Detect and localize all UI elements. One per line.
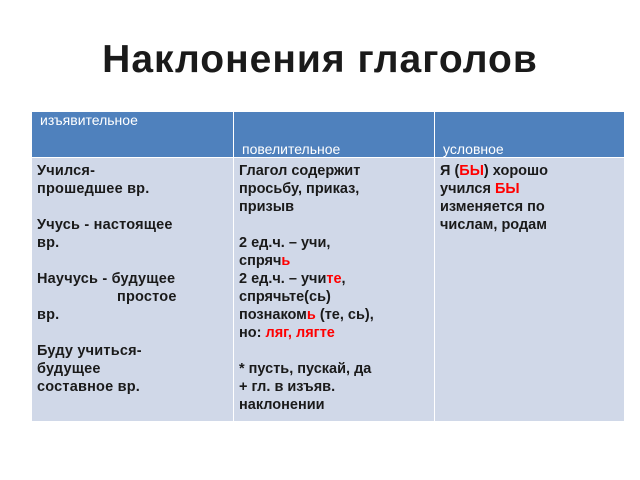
ending-highlight: ь xyxy=(306,307,316,323)
exception-example: но: ляг, лягте xyxy=(239,325,335,341)
plural-example: 2 ед.ч. – учите, xyxy=(239,271,346,287)
singular-example: 2 ед.ч. – учи, xyxy=(239,235,331,251)
conditional-example: Я (БЫ) хорошо xyxy=(440,163,548,179)
header-conditional: условное xyxy=(435,112,625,158)
particle-note: * пусть, пускай, да xyxy=(239,361,372,377)
table-row xyxy=(32,158,625,422)
ending-highlight: ь xyxy=(281,253,291,269)
future-compound-label: будущее xyxy=(37,361,101,377)
present-tense-example: Учусь - настоящее xyxy=(37,217,173,233)
conditional-rule: изменяется по xyxy=(440,199,545,215)
header-imperative: повелительное xyxy=(234,112,435,158)
exception-highlight: ляг, лягте xyxy=(265,325,335,341)
table-header-row xyxy=(32,112,625,158)
imperative-definition-3: призыв xyxy=(239,199,295,215)
cell-imperative xyxy=(234,158,435,422)
cell-indicative xyxy=(32,158,234,422)
future-simple-label: простое xyxy=(117,289,177,305)
plural-example-2: спрячьте(сь) xyxy=(239,289,331,305)
ending-highlight: те xyxy=(326,271,342,287)
conditional-rule-2: числам, родам xyxy=(440,217,547,233)
conditional-example-2: учился БЫ xyxy=(440,181,520,197)
imperative-definition: Глагол содержит xyxy=(239,163,361,179)
future-simple-label-end: вр. xyxy=(37,307,60,323)
singular-example-2: спрячь xyxy=(239,253,291,269)
future-compound-label-end: составное вр. xyxy=(37,379,140,395)
particle-note-2: + гл. в изъяв. xyxy=(239,379,336,395)
future-simple-example: Научусь - будущее xyxy=(37,271,176,287)
past-tense-example: Учился- xyxy=(37,163,96,179)
slide-title: Наклонения глаголов xyxy=(102,38,538,81)
soft-sign-example: познакомь (те, сь), xyxy=(239,307,374,323)
particle-highlight: БЫ xyxy=(494,181,520,197)
header-indicative: изъявительное xyxy=(32,112,234,158)
moods-table xyxy=(31,111,625,422)
future-compound-example: Буду учиться- xyxy=(37,343,142,359)
past-tense-label: прошедшее вр. xyxy=(37,181,150,197)
imperative-definition-2: просьбу, приказ, xyxy=(239,181,360,197)
cell-conditional xyxy=(435,158,625,422)
particle-highlight: БЫ xyxy=(459,163,484,179)
present-tense-label: вр. xyxy=(37,235,60,251)
particle-note-3: наклонении xyxy=(239,397,325,413)
